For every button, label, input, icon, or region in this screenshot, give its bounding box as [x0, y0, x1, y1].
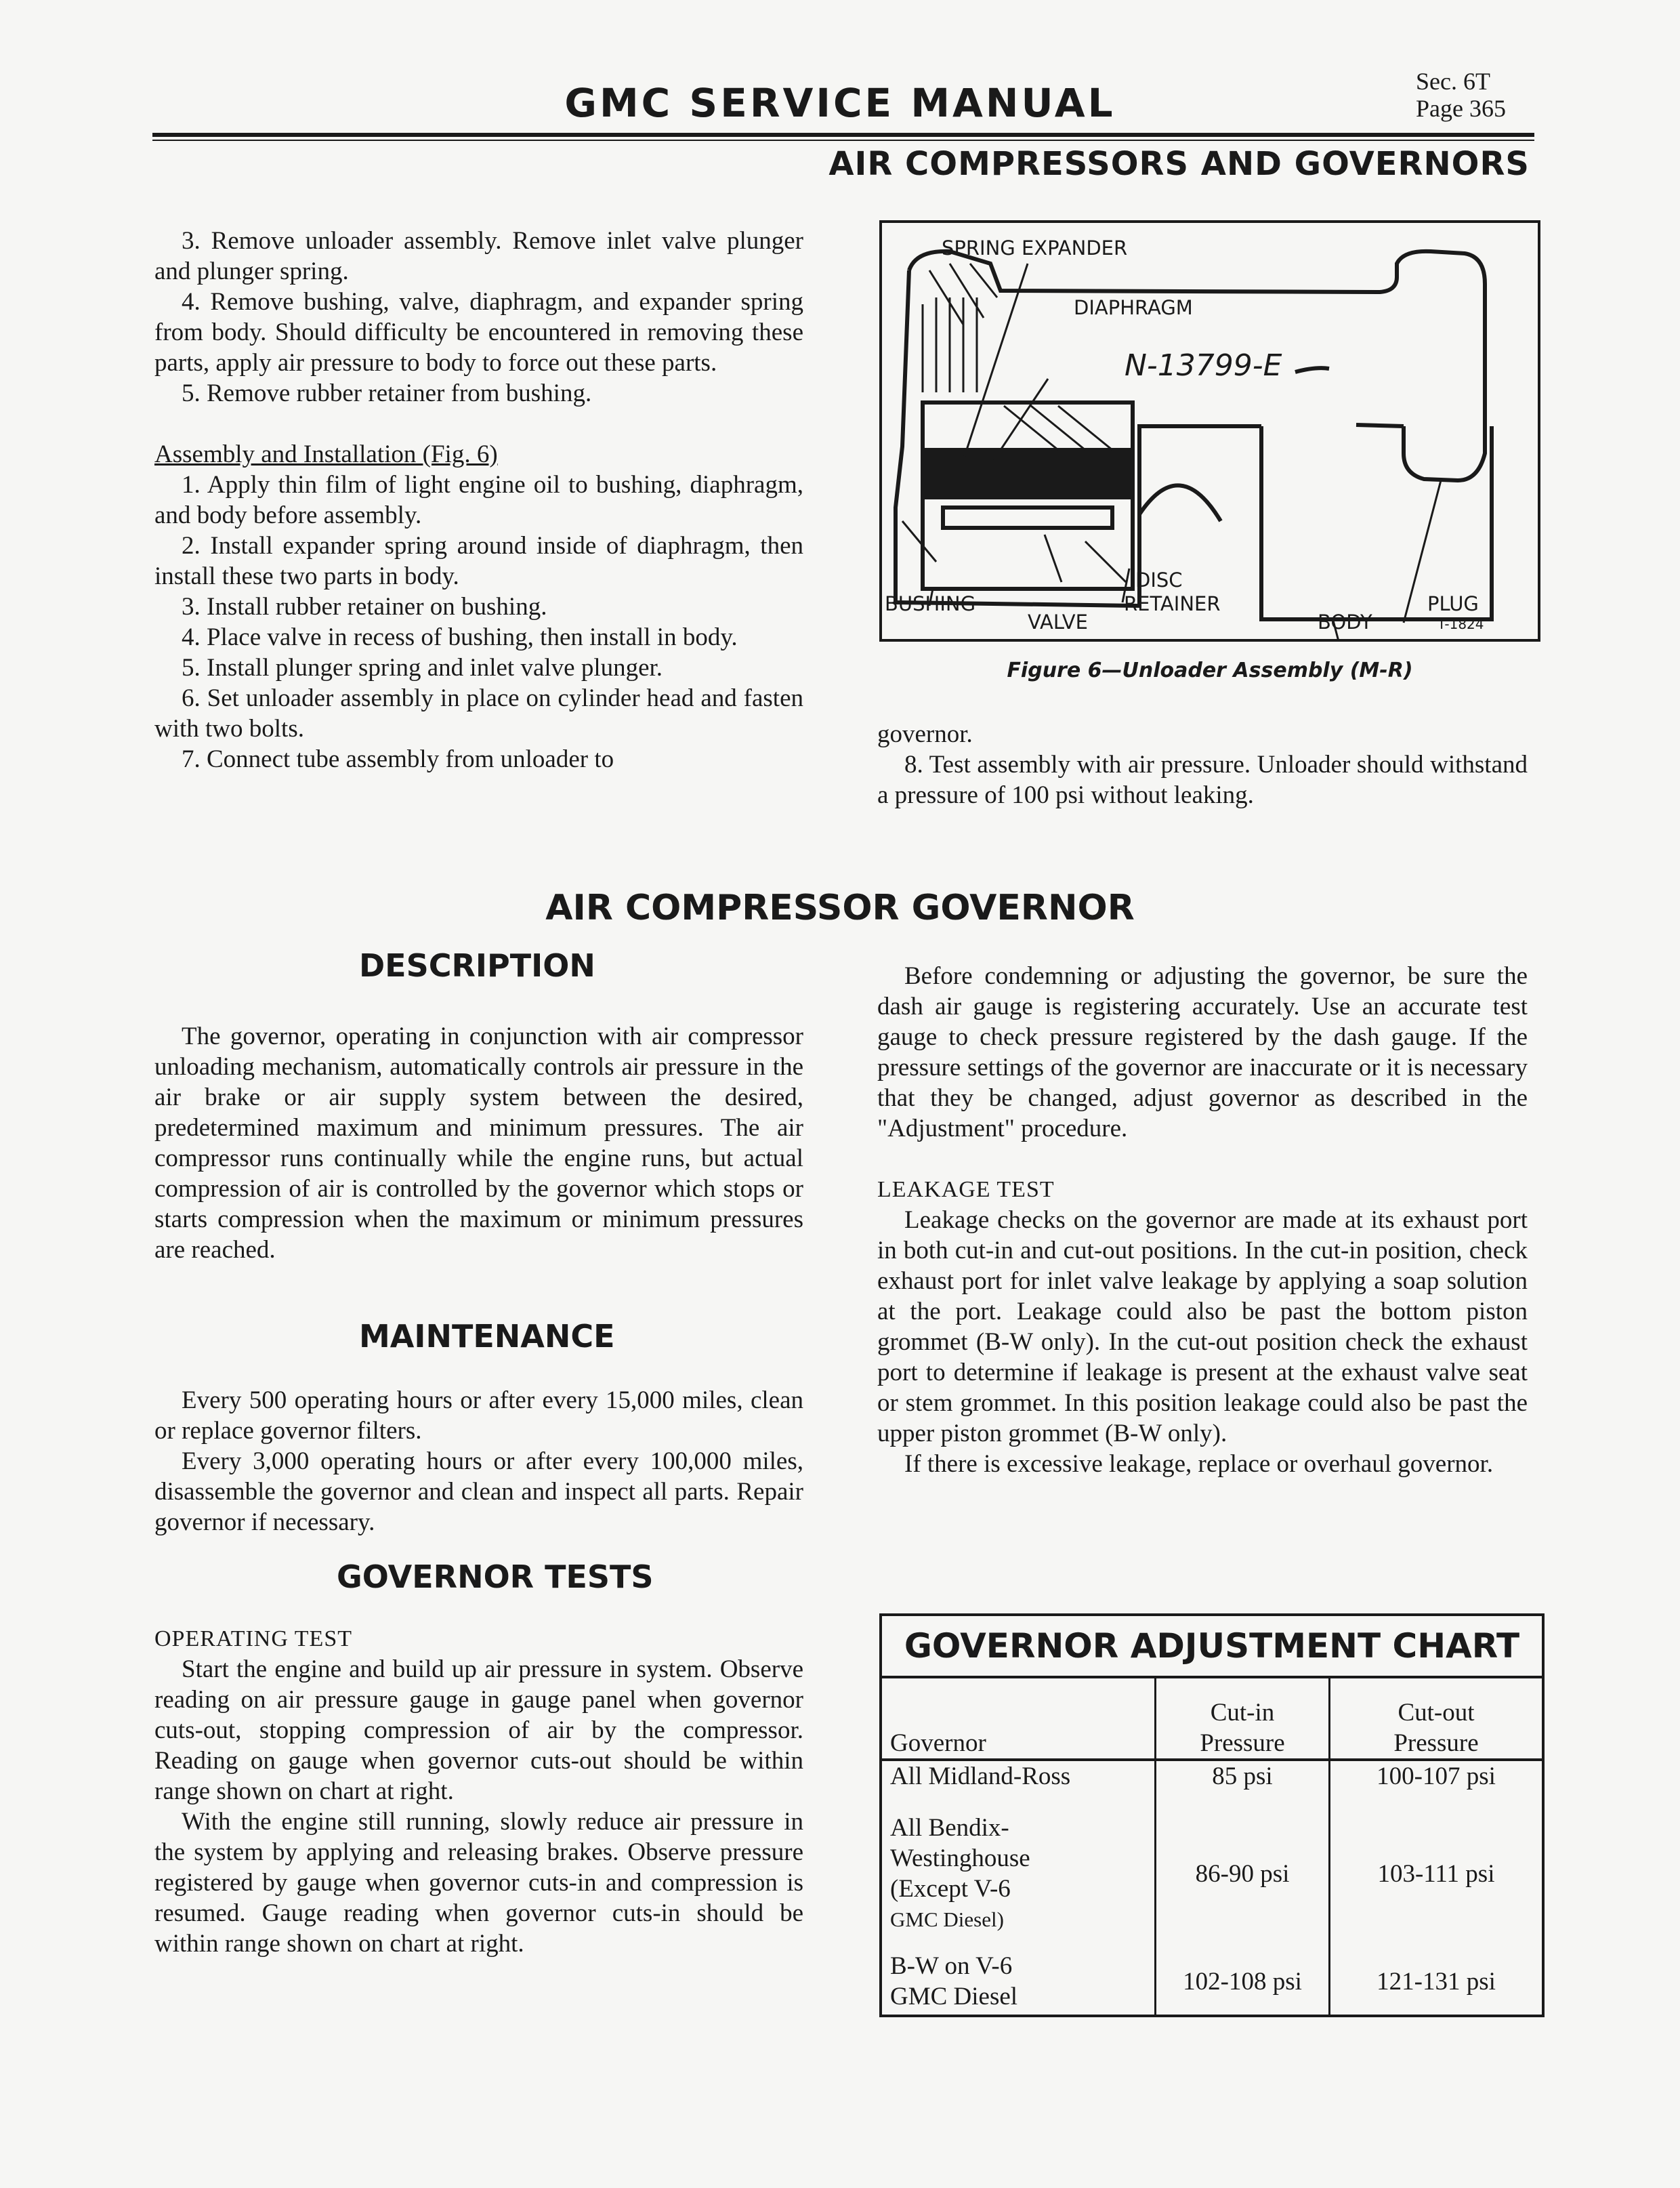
governor-cell: B-W on V-6 GMC Diesel	[881, 1948, 1156, 2016]
operating-test-block	[154, 1624, 803, 1959]
cut-out-cell: 100-107 psi	[1330, 1760, 1544, 1799]
part-number-stamp: N-13799-E	[1125, 348, 1282, 383]
label-plug: PLUG	[1427, 592, 1479, 615]
step: 4. Place valve in recess of bushing, then install in body.	[182, 623, 738, 651]
governor-tests-heading: GOVERNOR TESTS	[337, 1559, 654, 1595]
section-title: AIR COMPRESSOR GOVERNOR	[545, 888, 1135, 928]
unloader-drawing	[882, 223, 1538, 639]
removal-assembly-steps	[154, 226, 803, 775]
leakage-paragraph: If there is excessive leakage, replace or overhaul governor.	[904, 1450, 1494, 1478]
governor-adjustment-chart	[879, 1613, 1545, 2017]
step: 5. Remove rubber retainer from bushing.	[182, 379, 592, 407]
cut-in-cell: 86-90 psi	[1156, 1799, 1330, 1948]
description-text: The governor, operating in conjunction with air compressor unloading mechanism, automatically controls air pressure in the air brake or air supply system between the desired, predetermined maximum and minimum pressures. The air compressor runs continually while the engine runs, but actual compression of air is controlled by the governor which stops or starts compression when the maximum or minimum pressures are reached.	[154, 1023, 803, 1264]
chapter-title: AIR COMPRESSORS AND GOVERNORS	[828, 145, 1530, 183]
cut-out-cell: 121-131 psi	[1330, 1948, 1544, 2016]
table-row	[881, 1760, 1543, 1799]
cut-in-cell: 102-108 psi	[1156, 1948, 1330, 2016]
column-header-governor: Governor	[881, 1677, 1156, 1760]
figure-caption: Figure 6—Unloader Assembly (M-R)	[1007, 659, 1413, 682]
cut-in-cell: 85 psi	[1156, 1760, 1330, 1799]
section-number: Sec. 6T	[1416, 68, 1490, 95]
header-rule	[152, 133, 1534, 137]
step: 3. Remove unloader assembly. Remove inlet valve plunger and plunger spring.	[154, 227, 803, 285]
intro-paragraph: Before condemning or adjusting the governor, be sure the dash air gauge is registering accurately. Use an accurate test gauge to check pressure registered by the dash gauge. If the pressure settings of the governor are inaccurate or it is necessary that they be changed, adjust governor as described in the "Adjustment" procedure.	[877, 962, 1528, 1142]
leakage-test-heading: LEAKAGE TEST	[877, 1177, 1055, 1202]
column-header-cut-in: Cut-in Pressure	[1156, 1677, 1330, 1760]
right-text-block	[877, 961, 1528, 1479]
step: 4. Remove bushing, valve, diaphragm, and expander spring from body. Should difficulty be encountered in removing these parts, apply air pressure to body to force out these parts.	[154, 288, 803, 377]
step: 8. Test assembly with air pressure. Unloader should withstand a pressure of 100 psi without leaking.	[877, 751, 1528, 809]
leakage-paragraph: Leakage checks on the governor are made at its exhaust port in both cut-in and cut-out positions. In the cut-in position, check exhaust port for inlet valve leakage by applying a soap solution at the port. Leakage could also be past the bottom piston grommet (B-W only). In the cut-out position check the exhaust port to determine if leakage is present at the exhaust valve seat or stem grommet. In this position leakage could also be past the upper piston grommet (B-W only).	[877, 1206, 1528, 1447]
label-diaphragm: DIAPHRAGM	[1074, 296, 1193, 319]
step: 7. Connect tube assembly from unloader to	[182, 745, 614, 773]
label-disc: DISC	[1135, 569, 1183, 592]
label-bushing: BUSHING	[885, 592, 976, 615]
operating-paragraph: With the engine still running, slowly reduce air pressure in the system by applying and releasing brakes. Observe pressure registered by gauge when governor cuts-in and compression is resumed. Gauge reading when governor cuts-in should be within range shown on chart at right.	[154, 1808, 803, 1958]
operating-paragraph: Start the engine and build up air pressure in system. Observe reading on air pressure gauge in gauge panel when governor cuts-out, stopping compression of air by the compressor. Reading on gauge when governor cuts-out should be within range shown on chart at right.	[154, 1655, 803, 1805]
maintenance-text-block	[154, 1385, 803, 1537]
page-reference	[1416, 68, 1506, 122]
step: 2. Install expander spring around inside of diaphragm, then install these two parts in body.	[154, 532, 803, 590]
description-text-block	[154, 1021, 803, 1265]
cut-out-cell: 103-111 psi	[1330, 1799, 1544, 1948]
label-retainer: RETAINER	[1124, 592, 1221, 615]
governor-cell: All Bendix- Westinghouse (Except V-6 GMC Diesel)	[881, 1799, 1156, 1948]
table-row	[881, 1948, 1543, 2016]
step: 5. Install plunger spring and inlet valve plunger.	[182, 654, 663, 682]
label-spring-expander: SPRING EXPANDER	[942, 236, 1128, 260]
step: 6. Set unloader assembly in place on cylinder head and fasten with two bolts.	[154, 684, 803, 743]
step: 3. Install rubber retainer on bushing.	[182, 593, 547, 621]
header-rule-thin	[152, 140, 1534, 141]
figure-unloader-assembly	[879, 220, 1540, 642]
governor-cell: All Midland-Ross	[881, 1760, 1156, 1799]
assembly-heading: Assembly and Installation (Fig. 6)	[154, 440, 498, 468]
maintenance-heading: MAINTENANCE	[359, 1318, 615, 1355]
continuation-text: governor.	[877, 720, 973, 748]
operating-test-heading: OPERATING TEST	[154, 1626, 352, 1651]
chart-title: GOVERNOR ADJUSTMENT CHART	[881, 1615, 1543, 1677]
step: 1. Apply thin film of light engine oil to bushing, diaphragm, and body before assembly.	[154, 471, 803, 529]
manual-title: GMC SERVICE MANUAL	[564, 80, 1116, 126]
figure-ref-code: T-1824	[1437, 616, 1484, 632]
page-number: Page 365	[1416, 95, 1506, 122]
label-valve: VALVE	[1028, 611, 1088, 634]
description-heading: DESCRIPTION	[359, 947, 595, 984]
column-header-cut-out: Cut-out Pressure	[1330, 1677, 1544, 1760]
step-8-block	[877, 719, 1528, 810]
label-body: BODY	[1318, 611, 1372, 634]
maintenance-paragraph: Every 500 operating hours or after every 15,000 miles, clean or replace governor filters.	[154, 1386, 803, 1445]
table-row	[881, 1799, 1543, 1948]
maintenance-paragraph: Every 3,000 operating hours or after every 100,000 miles, disassemble the governor and clean and inspect all parts. Repair governor if necessary.	[154, 1447, 803, 1536]
